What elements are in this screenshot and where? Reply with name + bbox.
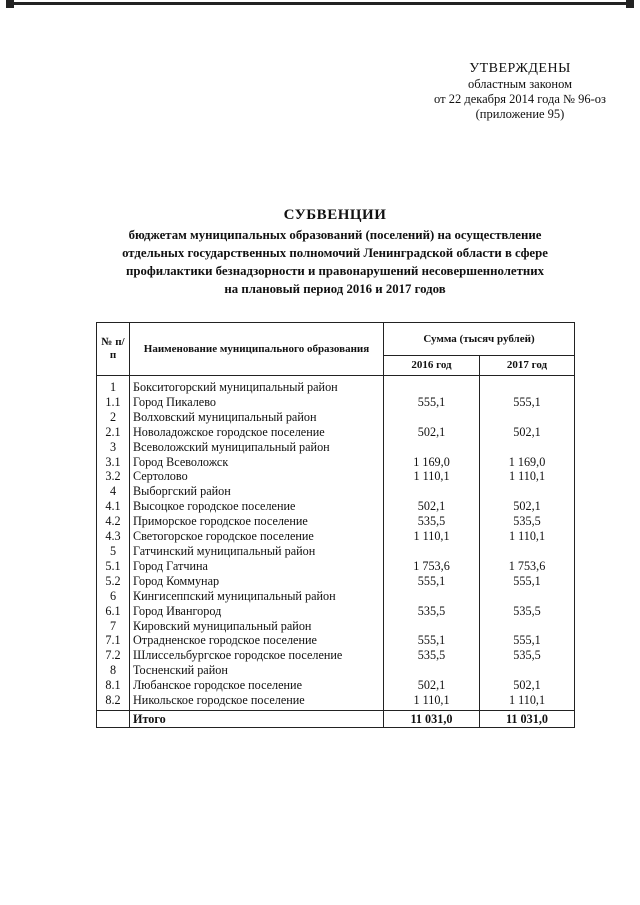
row-2016 [384,619,480,634]
table-row [97,678,575,693]
row-name: Гатчинский муниципальный район [130,544,384,559]
subtitle-line: профилактики безнадзорности и правонарушений несовершеннолетних [125,264,545,278]
table-row [97,455,575,470]
subventions-table [96,322,575,728]
row-2016: 535,5 [384,648,480,663]
row-number: 6.1 [97,604,130,619]
row-name: Город Гатчина [130,559,384,574]
table-row [97,380,575,395]
row-2016: 1 110,1 [384,529,480,544]
row-name: Тосненский район [130,663,384,678]
row-name: Город Всеволожск [130,455,384,470]
row-number: 4.1 [97,499,130,514]
row-number: 8 [97,663,130,678]
table-row [97,648,575,663]
total-number-cell [97,710,130,727]
row-name: Всеволожский муниципальный район [130,440,384,455]
row-name: Сертолово [130,469,384,484]
row-name: Город Коммунар [130,574,384,589]
row-name: Кингисеппский муниципальный район [130,589,384,604]
row-2016: 1 110,1 [384,469,480,484]
row-2016: 555,1 [384,574,480,589]
row-2016: 535,5 [384,514,480,529]
row-2017 [480,619,575,634]
row-2016 [384,440,480,455]
row-number: 3.2 [97,469,130,484]
table-row [97,499,575,514]
row-name: Кировский муниципальный район [130,619,384,634]
row-number: 8.1 [97,678,130,693]
row-name: Волховский муниципальный район [130,410,384,425]
row-2017 [480,380,575,395]
subtitle-line: на плановый период 2016 и 2017 годов [224,282,446,296]
table-row [97,589,575,604]
table-row [97,693,575,708]
row-2016 [384,544,480,559]
row-number: 3.1 [97,455,130,470]
row-2017: 502,1 [480,678,575,693]
row-2016: 555,1 [384,633,480,648]
scan-edge-line [10,2,630,5]
row-number: 5.2 [97,574,130,589]
table-row [97,619,575,634]
document-title: СУБВЕНЦИИ [283,207,387,223]
row-number: 7.2 [97,648,130,663]
row-2017: 535,5 [480,604,575,619]
row-2017: 1 110,1 [480,693,575,708]
scan-edge-mark-left [6,0,14,8]
total-2017: 11 031,0 [480,710,575,727]
row-2017 [480,589,575,604]
row-name: Любанское городское поселение [130,678,384,693]
table-row [97,529,575,544]
table-header [97,323,575,376]
row-2016: 1 753,6 [384,559,480,574]
row-number: 1.1 [97,395,130,410]
row-2017: 555,1 [480,574,575,589]
row-2016 [384,663,480,678]
approval-stamp [420,60,620,122]
row-number: 2 [97,410,130,425]
row-2016: 1 169,0 [384,455,480,470]
row-name: Светогорское городское поселение [130,529,384,544]
approval-line-3: (приложение 95) [475,107,565,121]
row-2016: 502,1 [384,499,480,514]
row-name: Город Пикалево [130,395,384,410]
row-2016: 502,1 [384,678,480,693]
approval-title: УТВЕРЖДЕНЫ [469,61,571,76]
row-2017 [480,484,575,499]
row-2017: 535,5 [480,514,575,529]
row-2016 [384,410,480,425]
total-2016: 11 031,0 [384,710,480,727]
row-number: 3 [97,440,130,455]
row-2016: 535,5 [384,604,480,619]
table-row [97,663,575,678]
row-2017 [480,410,575,425]
table-row [97,574,575,589]
row-name: Высоцкое городское поселение [130,499,384,514]
total-label: Итого [130,710,384,727]
row-2016: 555,1 [384,395,480,410]
row-2017 [480,544,575,559]
table-body [97,376,575,711]
table-row [97,559,575,574]
row-number: 4.3 [97,529,130,544]
row-name: Новоладожское городское поселение [130,425,384,440]
total-row [97,710,575,727]
row-2017: 535,5 [480,648,575,663]
row-2017: 1 753,6 [480,559,575,574]
header-2016: 2016 год [384,356,480,376]
scan-edge-mark-right [626,0,634,8]
row-2016: 502,1 [384,425,480,440]
row-2016: 1 110,1 [384,693,480,708]
row-name: Бокситогорский муниципальный район [130,380,384,395]
row-2017: 1 110,1 [480,469,575,484]
row-number: 5.1 [97,559,130,574]
table-row [97,544,575,559]
header-name: Наименование муниципального образования [130,323,384,376]
row-name: Город Ивангород [130,604,384,619]
table-row [97,440,575,455]
subtitle-line: бюджетам муниципальных образований (поселений) на осуществление [128,228,542,242]
row-2016 [384,484,480,499]
row-name: Выборгский район [130,484,384,499]
row-2017 [480,663,575,678]
document-heading [80,206,590,298]
row-2016 [384,380,480,395]
table-footer [97,710,575,727]
row-2016 [384,589,480,604]
table-row [97,425,575,440]
row-number: 7 [97,619,130,634]
row-2017: 555,1 [480,633,575,648]
subtitle-line: отдельных государственных полномочий Ленинградской области в сфере [122,246,548,260]
row-2017 [480,440,575,455]
row-name: Приморское городское поселение [130,514,384,529]
row-number: 6 [97,589,130,604]
row-number: 8.2 [97,693,130,708]
table-row [97,514,575,529]
table-row [97,410,575,425]
row-name: Никольское городское поселение [130,693,384,708]
row-name: Отрадненское городское поселение [130,633,384,648]
row-2017: 502,1 [480,425,575,440]
row-2017: 555,1 [480,395,575,410]
row-number: 1 [97,380,130,395]
table-row [97,484,575,499]
approval-line-1: областным законом [467,77,572,91]
approval-line-2: от 22 декабря 2014 года № 96-оз [434,92,606,106]
row-2017: 502,1 [480,499,575,514]
row-2017: 1 169,0 [480,455,575,470]
document-subtitle [80,226,590,298]
table-row [97,604,575,619]
row-name: Шлиссельбургское городское поселение [130,648,384,663]
row-2017: 1 110,1 [480,529,575,544]
row-number: 4.2 [97,514,130,529]
table-row [97,469,575,484]
table-row [97,633,575,648]
header-2017: 2017 год [480,356,575,376]
row-number: 7.1 [97,633,130,648]
row-number: 4 [97,484,130,499]
table-row [97,395,575,410]
header-sum: Сумма (тысяч рублей) [384,323,575,356]
row-number: 2.1 [97,425,130,440]
header-number: № п/п [97,323,130,376]
row-number: 5 [97,544,130,559]
